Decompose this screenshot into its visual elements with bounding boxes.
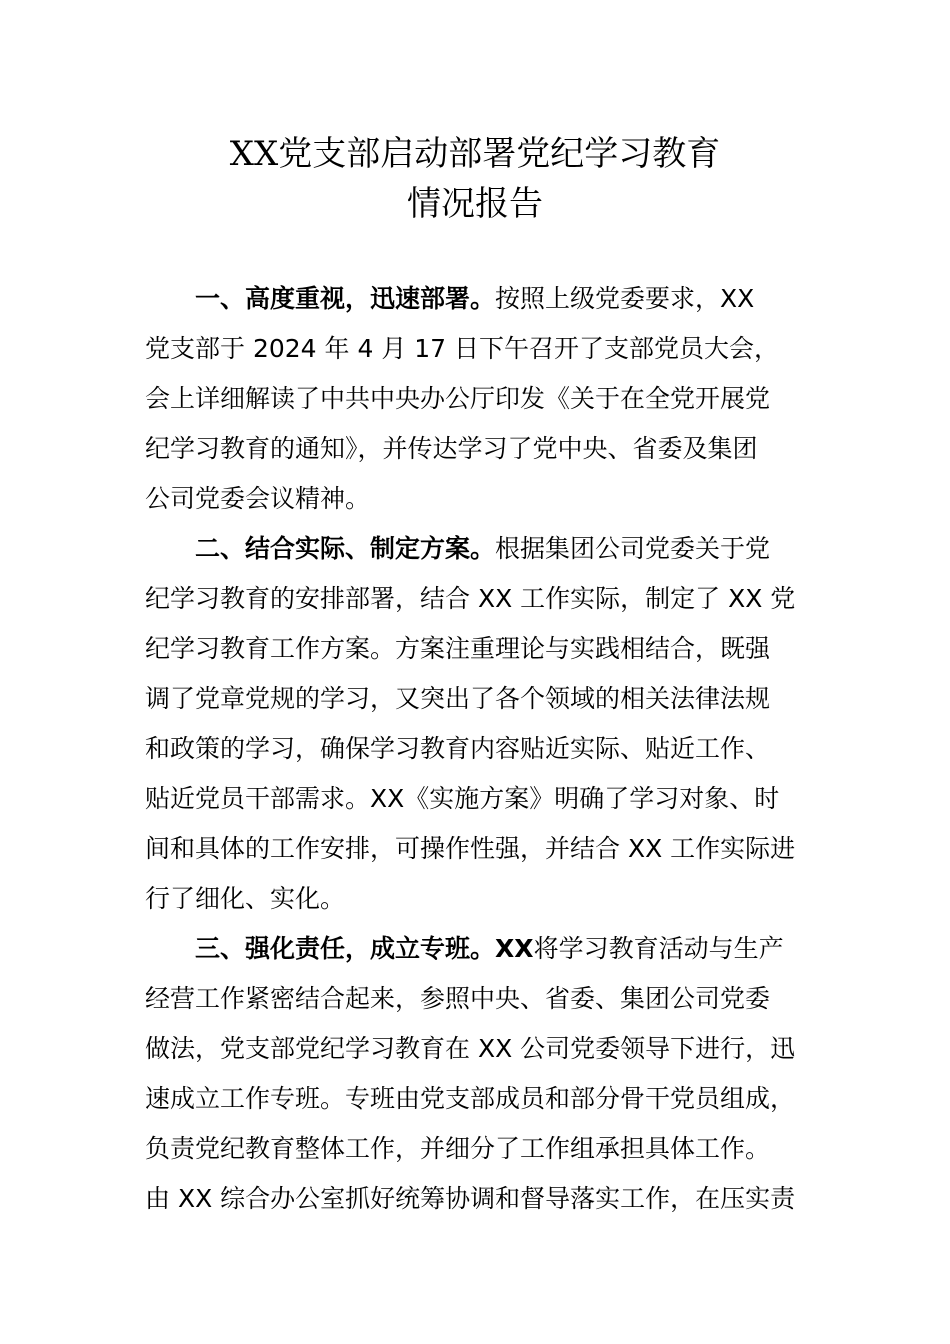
section-1-first-line xyxy=(195,284,813,314)
document-title-line-1: XX党支部启动部署党纪学习教育 xyxy=(229,134,721,174)
section-3-line-1: 将学习教育活动与生产 xyxy=(533,934,784,963)
section-1-line-5: 公司党委会议精神。 xyxy=(145,484,371,513)
section-1-line-1: 按照上级党委要求，XX xyxy=(495,284,755,313)
section-2-line-4: 调了党章党规的学习，又突出了各个领域的相关法律法规 xyxy=(145,684,771,713)
section-2-line-2: 纪学习教育的安排部署，结合 XX 工作实际，制定了 XX 党 xyxy=(145,584,796,613)
section-1-line-3: 会上详细解读了中共中央办公厅印发《关于在全党开展党 xyxy=(145,384,771,413)
section-1-line-2: 党支部于 2024 年 4 月 17 日下午召开了支部党员大会， xyxy=(145,334,780,363)
section-3-line-3: 做法，党支部党纪学习教育在 XX 公司党委领导下进行，迅 xyxy=(145,1034,796,1063)
section-3-line-4: 速成立工作专班。专班由党支部成员和部分骨干党员组成， xyxy=(145,1084,796,1113)
section-2-line-8: 行了细化、实化。 xyxy=(145,884,346,913)
section-3-line-5: 负责党纪教育整体工作，并细分了工作组承担具体工作。 xyxy=(145,1134,771,1163)
section-2-heading: 二、结合实际、制定方案。 xyxy=(195,534,496,563)
section-3-heading: 三、强化责任，成立专班。XX xyxy=(195,934,534,963)
section-2-first-line xyxy=(195,534,813,564)
section-1-heading: 一、高度重视，迅速部署。 xyxy=(195,284,496,313)
section-2-line-7: 间和具体的工作安排，可操作性强，并结合 XX 工作实际进 xyxy=(145,834,796,863)
document-title-line-2: 情况报告 xyxy=(407,184,543,224)
section-3-line-2: 经营工作紧密结合起来，参照中央、省委、集团公司党委 xyxy=(145,984,771,1013)
section-2-line-6: 贴近党员干部需求。XX《实施方案》明确了学习对象、时 xyxy=(145,784,780,813)
section-2-line-5: 和政策的学习，确保学习教育内容贴近实际、贴近工作、 xyxy=(145,734,771,763)
section-1-line-4: 纪学习教育的通知》，并传达学习了党中央、省委及集团 xyxy=(145,434,758,463)
section-2-line-1: 根据集团公司党委关于党 xyxy=(495,534,771,563)
section-3-line-6: 由 XX 综合办公室抓好统筹协调和督导落实工作，在压实责 xyxy=(145,1184,796,1213)
section-2-line-3: 纪学习教育工作方案。方案注重理论与实践相结合，既强 xyxy=(145,634,771,663)
section-3-first-line xyxy=(195,934,813,964)
